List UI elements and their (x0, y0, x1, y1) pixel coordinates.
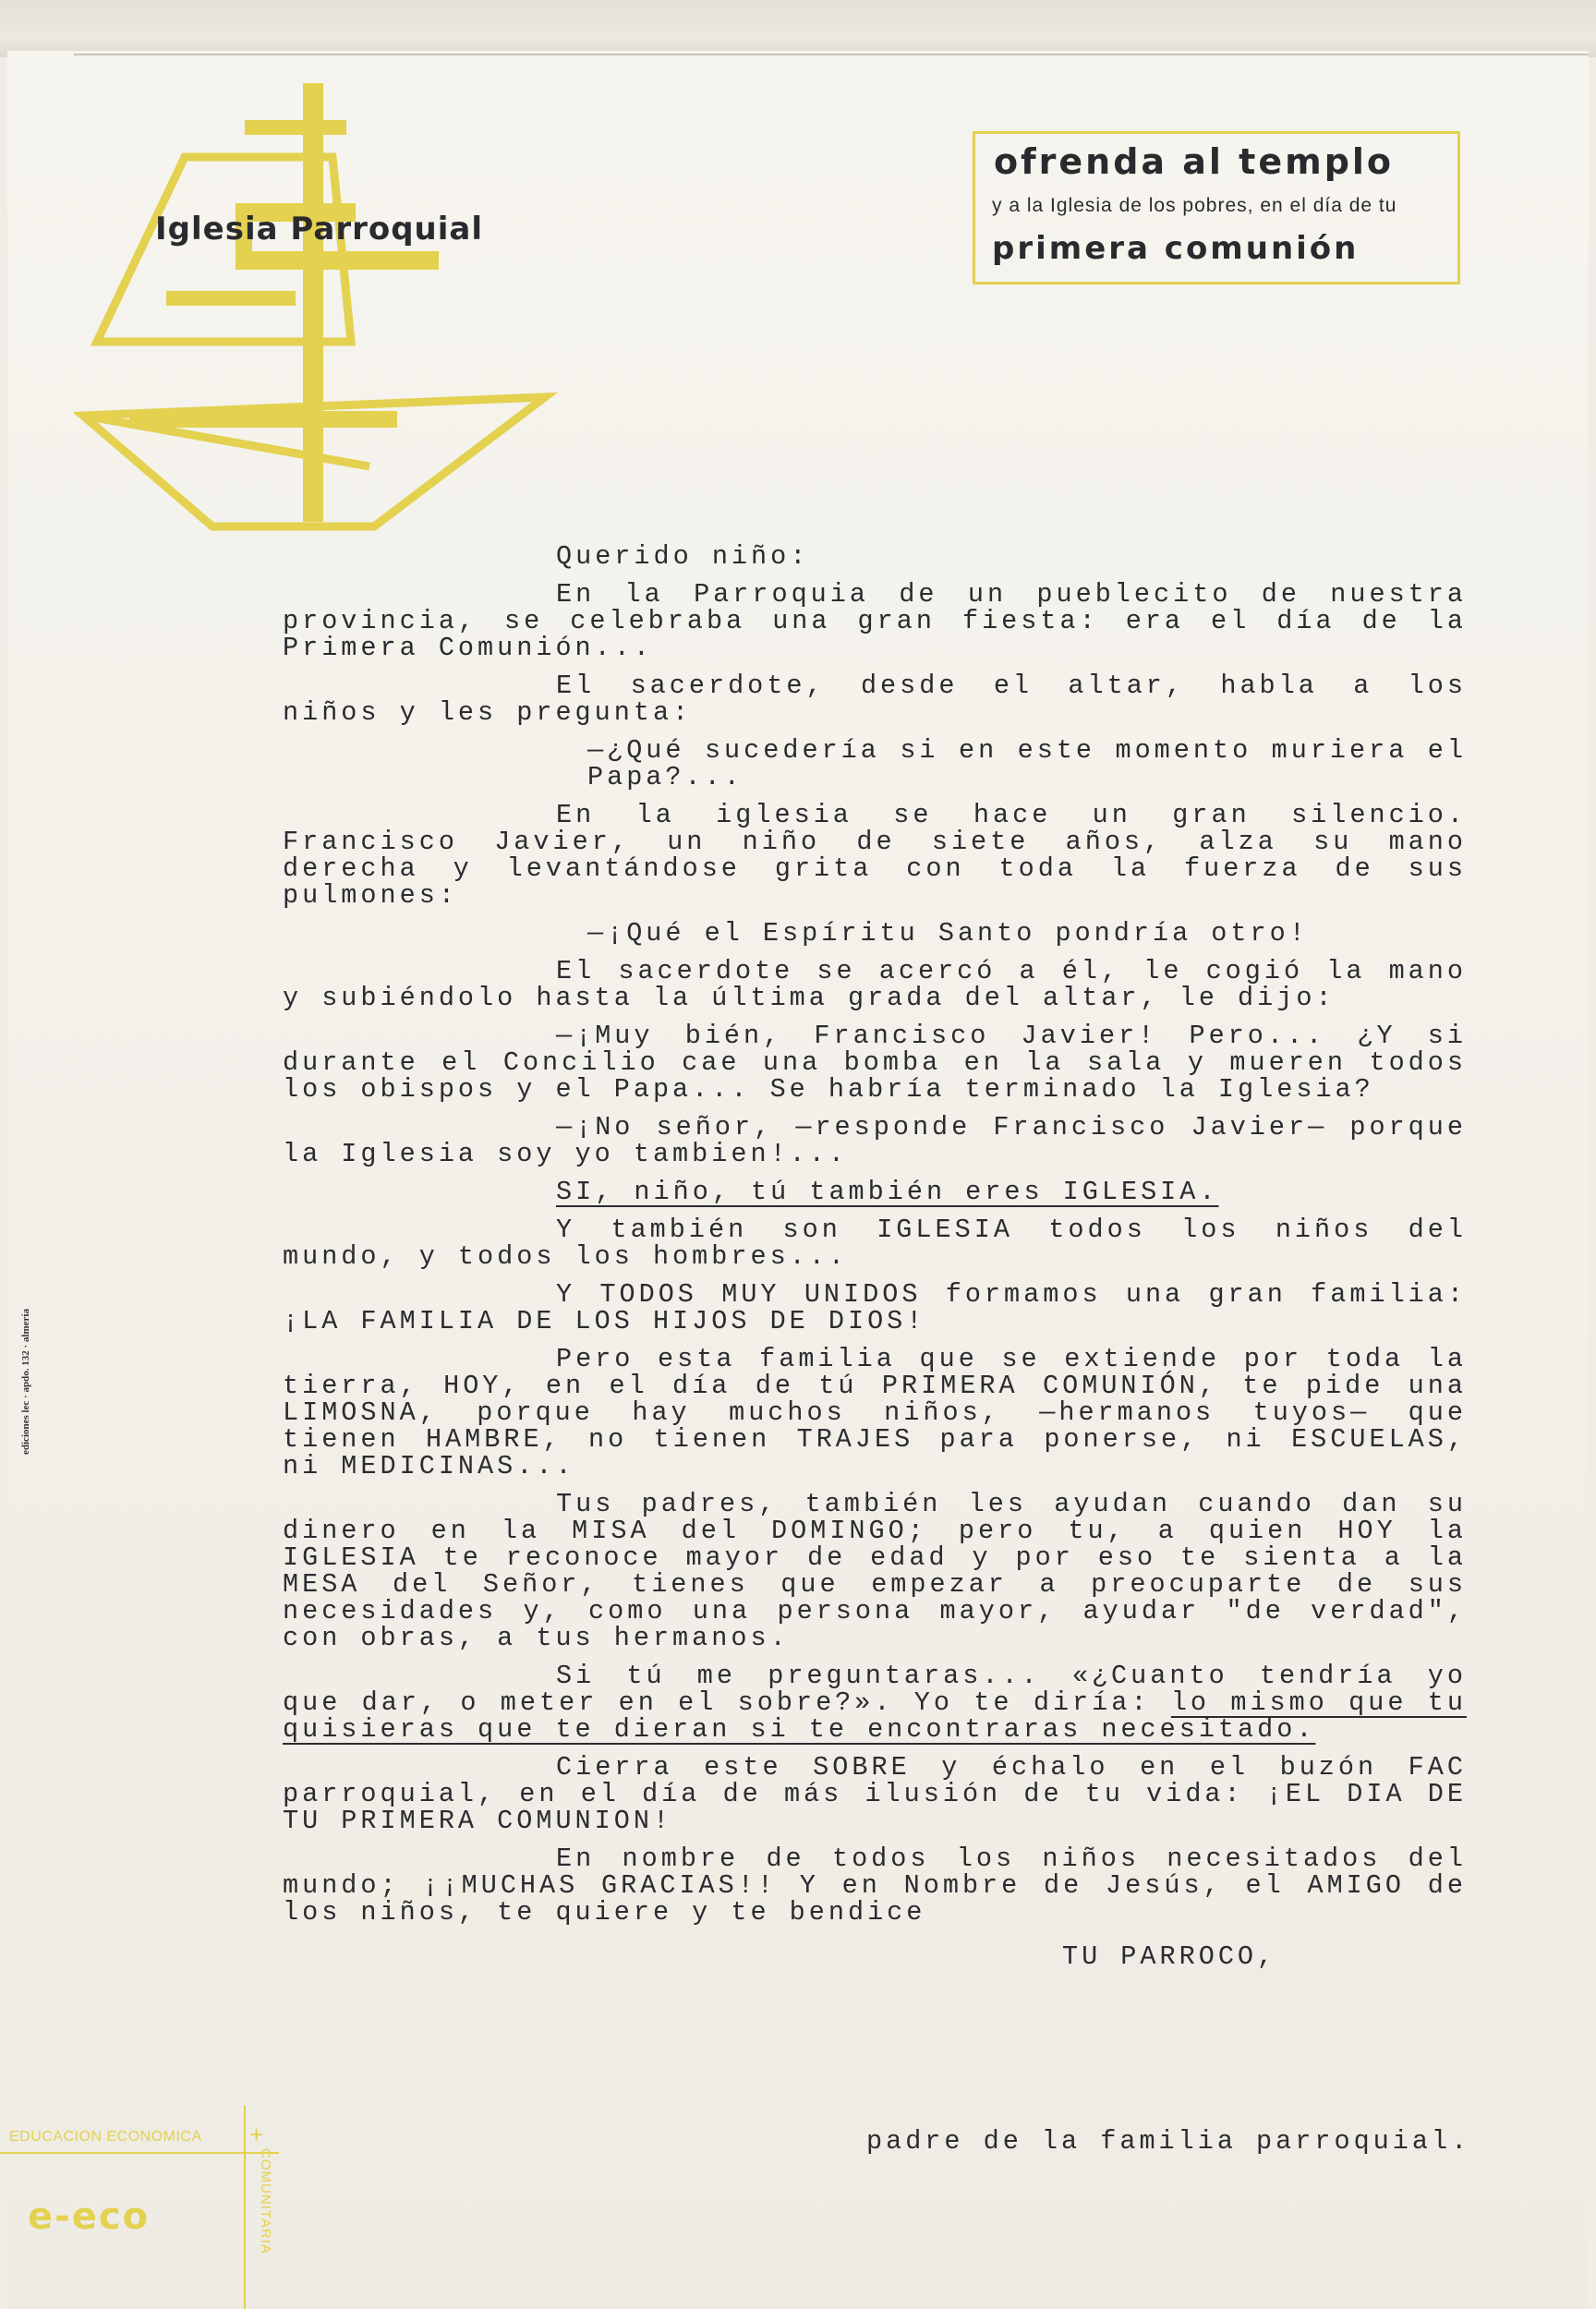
brand-divider-horizontal (0, 2152, 279, 2154)
mast (303, 83, 323, 522)
plus-icon: + (249, 2121, 264, 2148)
cross-bar-low (236, 251, 439, 270)
offer-subline: y a la Iglesia de los pobres, en el día de tu (992, 195, 1397, 216)
letter-body (283, 543, 1467, 1937)
underlined-statement: SI, niño, tú también eres IGLESIA. (556, 1177, 1219, 1207)
deck-bar (129, 411, 397, 428)
envelope-flap (0, 0, 1596, 57)
comunitaria-label: COMUNITARIA (258, 2148, 273, 2255)
paragraph-emphasis (283, 1179, 1467, 1205)
printer-credit-text: ediciones lec · apdo. 132 · almería (20, 1309, 31, 1455)
paragraph: En la Parroquia de un pueblecito de nuestra provincia, se celebraba una gran fiesta: era el día de la Primera Comunión... (283, 579, 1467, 663)
underlined-answer: lo mismo que tu quisieras que te dieran si te encontraras necesitado. (283, 1687, 1468, 1745)
paragraph: El sacerdote, desde el altar, habla a los niños y les pregunta: (283, 671, 1467, 728)
paragraph: Tus padres, también les ayudan cuando dan su dinero en la MISA del DOMINGO; pero tu, a quien HOY la IGLESIA te reconoce mayor de edad y por eso te sienta a la MESA del Señor, tienes que empezar a preocuparte de sus necesidades y, como una persona mayor, ayudar "de verdad", con obras, a tus hermanos. (283, 1489, 1467, 1653)
offer-heading: ofrenda al templo (994, 141, 1395, 182)
church-boat-logo (74, 74, 573, 536)
paragraph-dialogue: —¡Qué el Espíritu Santo pondría otro! (587, 918, 1309, 949)
comunitaria-label-wrap (257, 2148, 275, 2305)
education-label: EDUCACION ECONOMICA (9, 2129, 202, 2145)
eeco-logo: e-eco (28, 2195, 151, 2238)
greeting: Querido niño: (556, 541, 810, 572)
question-text: Si tú me preguntaras... «¿Cuanto tendría yo que dar, o meter en el sobre?». Yo te diría: (283, 1661, 1467, 1718)
paragraph: En la iglesia se hace un gran silencio. Francisco Javier, un niño de siete años, alza su mano derecha y levantándose grita con toda la fuerza de sus pulmones: (283, 800, 1467, 911)
paragraph: Cierra este SOBRE y échalo en el buzón FAC parroquial, en el día de más ilusión de tu vida: ¡EL DIA DE TU PRIMERA COMUNION! (283, 1752, 1467, 1836)
paragraph-dialogue: —¡No señor, —responde Francisco Javier— porque la Iglesia soy yo tambien!... (283, 1112, 1467, 1169)
church-name: Iglesia Parroquial (155, 211, 484, 248)
brand-divider-vertical (244, 2106, 246, 2309)
paragraph: Y TODOS MUY UNIDOS formamos una gran familia: ¡LA FAMILIA DE LOS HIJOS DE DIOS! (283, 1279, 1467, 1336)
paragraph-dialogue: —¡Muy bién, Francisco Javier! Pero... ¿Y si durante el Concilio cae una bomba en la sala y mueren todos los obispos y el Papa... Se habría terminado la Iglesia? (283, 1021, 1467, 1105)
signature: TU PARROCO, (1062, 1941, 1277, 1972)
paragraph: El sacerdote se acercó a él, le cogió la mano y subiéndolo hasta la última grada del altar, le dijo: (283, 956, 1467, 1013)
closing-line: padre de la familia parroquial. (866, 2126, 1471, 2157)
margin-printer-credit (20, 1242, 48, 1455)
cross-bar-base (166, 291, 296, 306)
fold-line (74, 54, 1589, 55)
paragraph: Pero esta familia que se extiende por toda la tierra, HOY, en el día de tú PRIMERA COMUNIÓN, te pide una LIMOSNA, porque hay muchos niños, —hermanos tuyos— que tienen HAMBRE, no tienen TRAJES para ponerse, ni ESCUELAS, ni MEDICINAS... (283, 1344, 1467, 1481)
offer-box (973, 131, 1460, 284)
cross-bar-top (245, 120, 346, 135)
paragraph: En nombre de todos los niños necesitados del mundo; ¡¡MUCHAS GRACIAS!! Y en Nombre de Jesús, el AMIGO de los niños, te quiere y te bendice (283, 1844, 1467, 1928)
paragraph: Y también son IGLESIA todos los niños del mundo, y todos los hombres... (283, 1215, 1467, 1272)
offer-occasion: primera comunión (992, 230, 1360, 267)
paragraph-dialogue: —¿Qué sucedería si en este momento muriera el Papa?... (587, 735, 1467, 792)
paragraph (283, 1662, 1467, 1743)
